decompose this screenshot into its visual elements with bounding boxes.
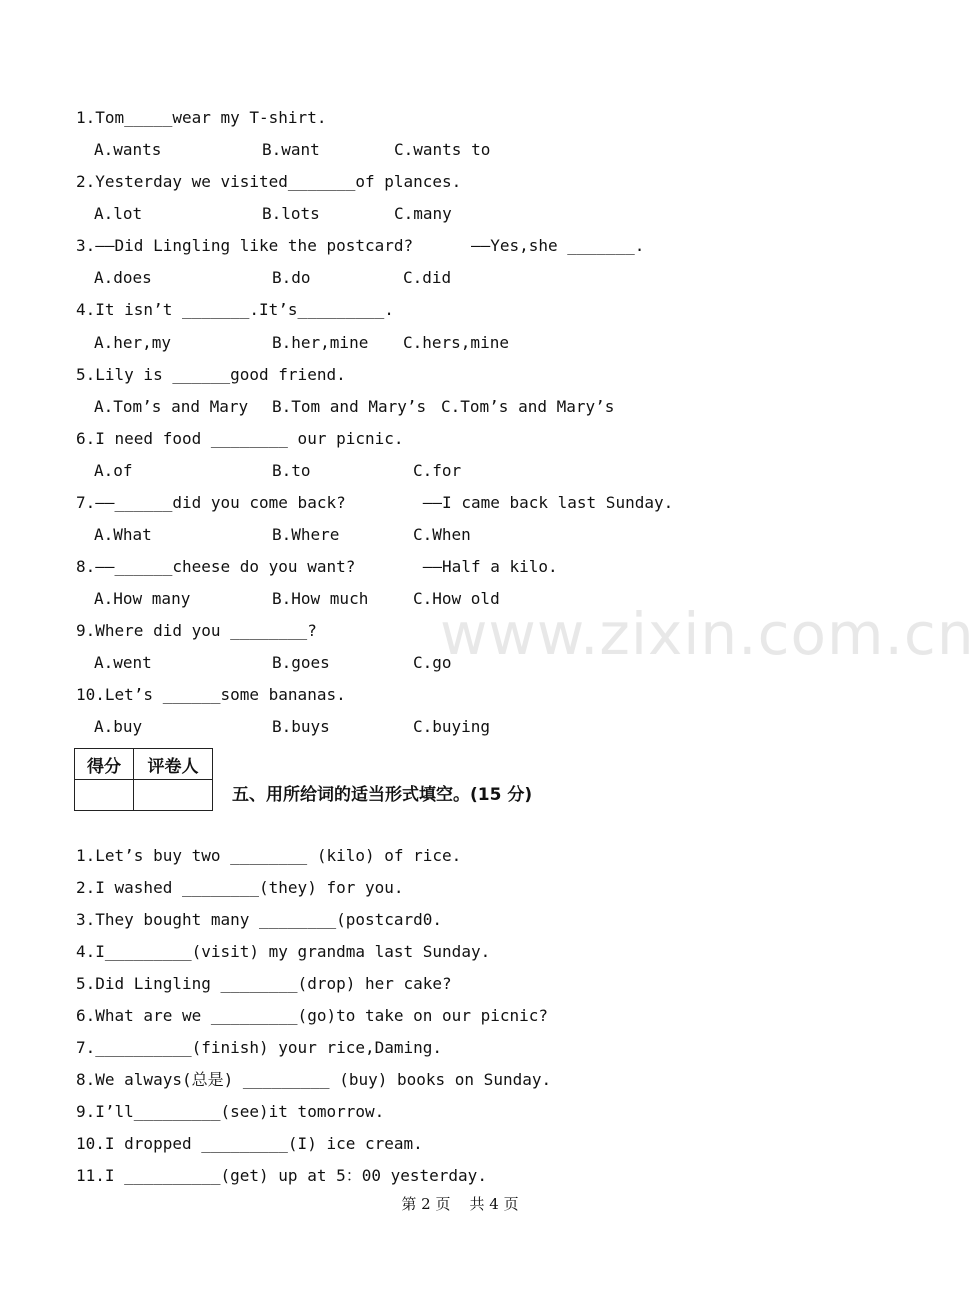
- option-c: C.hers,mine: [403, 333, 509, 352]
- section-title: 五、用所给词的适当形式填空。(15 分): [232, 785, 533, 805]
- option-b: B.do: [272, 268, 311, 287]
- question-stem: 6.I need food ________ our picnic.: [76, 429, 404, 448]
- page-footer: 第 2 页 共 4 页: [401, 1195, 519, 1213]
- fill-item: 2.I washed ________(they) for you.: [76, 878, 404, 897]
- option-c: C.wants to: [394, 140, 491, 159]
- option-c: C.go: [413, 653, 452, 672]
- option-b: B.buys: [272, 717, 330, 736]
- question-stem: 10.Let’s ______some bananas.: [76, 685, 346, 704]
- option-a: A.went: [94, 653, 152, 672]
- option-a: A.Tom’s and Mary: [94, 397, 249, 416]
- fill-item: 10.I dropped _________(I) ice cream.: [76, 1134, 423, 1153]
- option-c: C.did: [403, 268, 452, 287]
- option-c: C.buying: [413, 717, 491, 736]
- option-b: B.How much: [272, 589, 369, 608]
- option-b: B.lots: [262, 204, 320, 223]
- option-a: A.her,my: [94, 333, 172, 352]
- option-c: C.many: [394, 204, 452, 223]
- option-c: C.for: [413, 461, 462, 480]
- fill-item: 5.Did Lingling ________(drop) her cake?: [76, 974, 452, 993]
- fill-item: 8.We always(总是) _________ (buy) books on Sunday.: [76, 1070, 552, 1089]
- fill-item: 11.I __________(get) up at 5：00 yesterday.: [76, 1166, 487, 1185]
- option-a: A.wants: [94, 140, 162, 159]
- grader-label: 评卷人: [134, 749, 213, 780]
- option-a: A.lot: [94, 204, 143, 223]
- fill-item: 4.I_________(visit) my grandma last Sunday.: [76, 942, 491, 961]
- question-stem: 4.It isn’t _______.It’s_________.: [76, 300, 394, 319]
- option-b: B.her,mine: [272, 333, 369, 352]
- score-box: [74, 748, 213, 811]
- watermark: www.zixin.com.cn: [440, 600, 975, 668]
- fill-item: 9.I’ll_________(see)it tomorrow.: [76, 1102, 385, 1121]
- option-a: A.buy: [94, 717, 143, 736]
- option-c: C.Tom’s and Mary’s: [441, 397, 615, 416]
- option-a: A.of: [94, 461, 133, 480]
- option-b: B.Where: [272, 525, 340, 544]
- score-cell[interactable]: [75, 780, 134, 811]
- option-b: B.goes: [272, 653, 330, 672]
- score-label: 得分: [75, 749, 134, 780]
- fill-item: 3.They bought many ________(postcard0.: [76, 910, 443, 929]
- option-a: A.How many: [94, 589, 191, 608]
- option-c: C.How old: [413, 589, 500, 608]
- option-c: C.When: [413, 525, 471, 544]
- option-b: B.to: [272, 461, 311, 480]
- fill-item: 7.__________(finish) your rice,Daming.: [76, 1038, 443, 1057]
- option-a: A.does: [94, 268, 152, 287]
- grader-cell[interactable]: [134, 780, 213, 811]
- question-stem: 8.——______cheese do you want? ——Half a kilo.: [76, 557, 558, 576]
- option-b: B.Tom and Mary’s: [272, 397, 427, 416]
- question-stem: 3.——Did Lingling like the postcard? ——Yes,she _______.: [76, 236, 645, 255]
- fill-item: 1.Let’s buy two ________ (kilo) of rice.: [76, 846, 462, 865]
- question-stem: 9.Where did you ________?: [76, 621, 317, 640]
- question-stem: 1.Tom_____wear my T-shirt.: [76, 108, 327, 127]
- fill-item: 6.What are we _________(go)to take on our picnic?: [76, 1006, 549, 1025]
- option-a: A.What: [94, 525, 152, 544]
- question-stem: 5.Lily is ______good friend.: [76, 365, 346, 384]
- question-stem: 7.——______did you come back? ——I came back last Sunday.: [76, 493, 674, 512]
- question-stem: 2.Yesterday we visited_______of plances.: [76, 172, 462, 191]
- option-b: B.want: [262, 140, 320, 159]
